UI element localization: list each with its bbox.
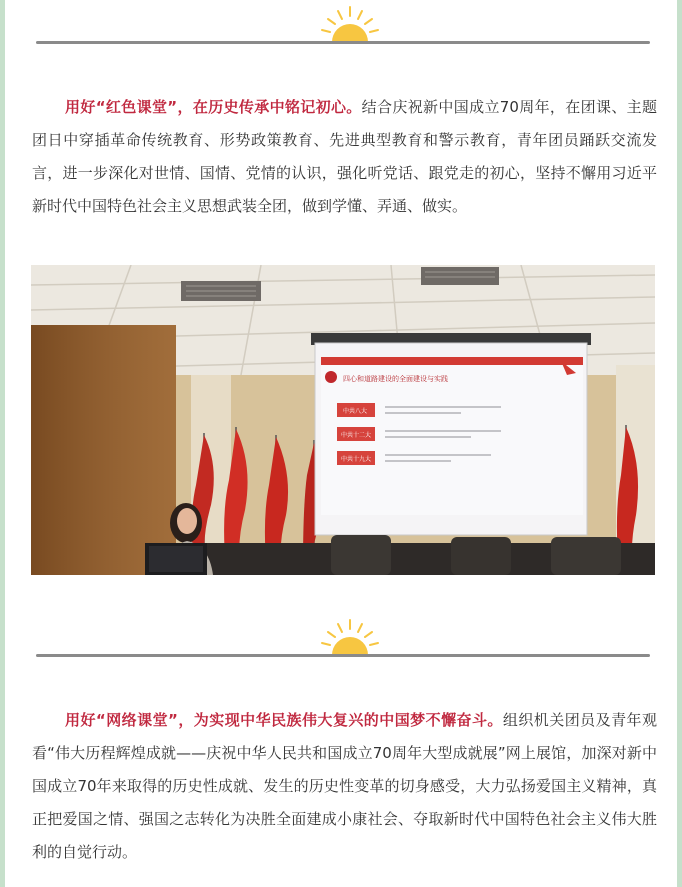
- sun-icon: [318, 617, 382, 657]
- slide-item: 中共十二大: [341, 432, 372, 439]
- slide-item: 中共十九大: [341, 456, 372, 463]
- section-body: 组织机关团员及青年观看“伟大历程辉煌成就——庆祝中华人民共和国成立70周年大型成就展”网上展馆，加深对新中国成立70年来取得的历史性成就、发生的历史性变革的切身感受，大力弘扬爱国主义精神，真正把爱国之情、强国之志转化为决胜全面建成小康社会、夺取新时代中国特色社会主义伟大胜利的自觉行动。: [32, 711, 657, 861]
- section-paragraph: [32, 91, 657, 223]
- sun-divider: [36, 617, 650, 657]
- meeting-photo: [31, 265, 655, 575]
- slide-item: 中共八大: [343, 408, 368, 415]
- section-body: 结合庆祝新中国成立70周年，在团课、主题团日中穿插革命传统教育、形势政策教育、先进典型教育和警示教育，青年团员踊跃交流发言，进一步深化对世情、国情、党情的认识，强化听党话、跟党走的初心，坚持不懈用习近平新时代中国特色社会主义思想武装全团，做到学懂、弄通、做实。: [32, 98, 658, 215]
- section-lead: 用好“红色课堂”，在历史传承中铭记初心。: [65, 98, 362, 116]
- page-border-left: [0, 0, 5, 887]
- section-lead: 用好“网络课堂”，为实现中华民族伟大复兴的中国梦不懈奋斗。: [65, 711, 503, 729]
- page-border-right: [677, 0, 682, 887]
- sun-divider: [36, 4, 650, 44]
- slide-title: 四心和道路建设的全面建设与实践: [343, 375, 448, 383]
- sun-icon: [318, 4, 382, 44]
- section-paragraph: [32, 704, 657, 869]
